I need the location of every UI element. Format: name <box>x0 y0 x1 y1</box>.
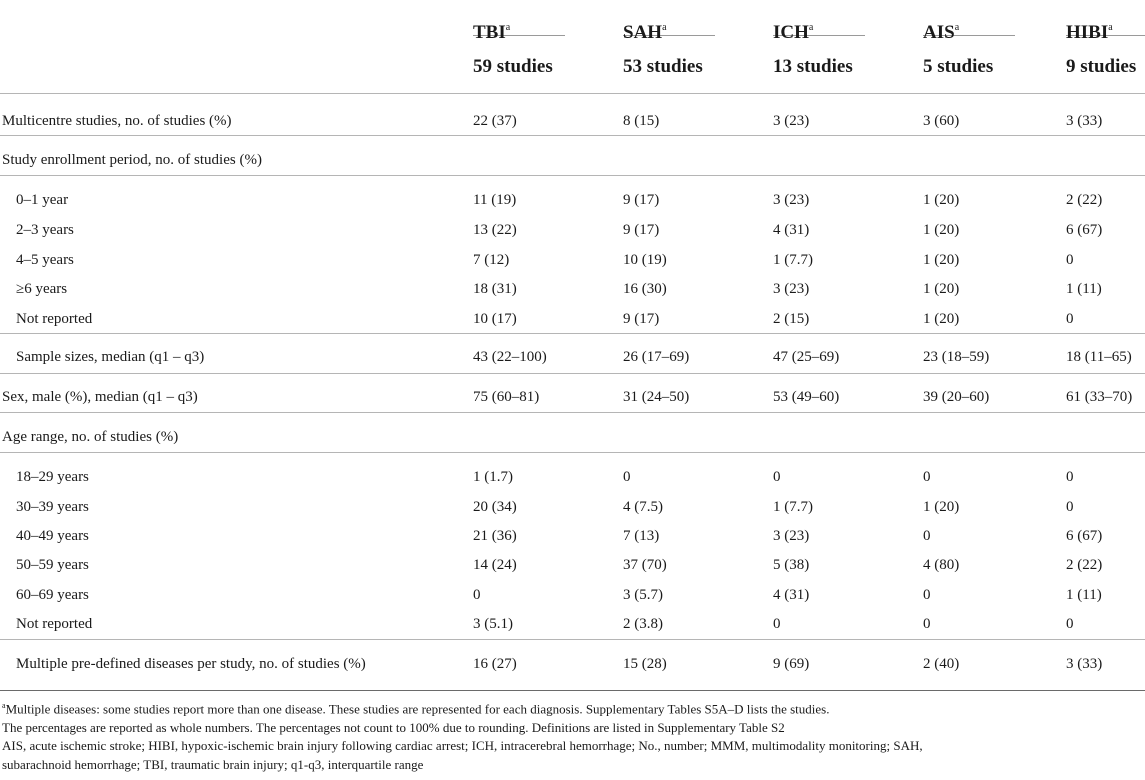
cell-sah: 16 (30) <box>623 281 667 297</box>
row-divider <box>0 135 1145 136</box>
cell-hibi: 3 (33) <box>1066 113 1103 129</box>
cell-ich: 9 (69) <box>773 656 810 672</box>
table-row <box>0 550 1145 580</box>
column-header-ich: ICH$^a$ <box>773 21 814 43</box>
table-row <box>0 382 1145 412</box>
table-row <box>0 185 1145 215</box>
column-header-sah: SAH$^a$ <box>623 21 667 43</box>
cell-tbi: 13 (22) <box>473 222 517 238</box>
column-header-tbi: TBI$^a$ <box>473 21 511 43</box>
cell-ais: 3 (60) <box>923 113 960 129</box>
cell-sah: 10 (19) <box>623 252 667 268</box>
cell-ais: 0 <box>923 616 931 632</box>
row-label: 50–59 years <box>16 557 89 573</box>
cell-ich: 3 (23) <box>773 192 810 208</box>
cell-ais: 2 (40) <box>923 656 960 672</box>
row-divider <box>0 333 1145 334</box>
cell-ich: 0 <box>773 616 781 632</box>
cell-sah: 9 (17) <box>623 222 660 238</box>
cell-sah: 9 (17) <box>623 192 660 208</box>
cell-sah: 31 (24–50) <box>623 389 690 405</box>
cell-hibi: 0 <box>1066 311 1074 327</box>
cell-hibi: 2 (22) <box>1066 192 1103 208</box>
cell-ich: 2 (15) <box>773 311 810 327</box>
section-label: Study enrollment period, no. of studies (%) <box>2 152 262 168</box>
row-label: ≥6 years <box>16 281 68 297</box>
cell-tbi: 11 (19) <box>473 192 517 208</box>
row-label: Sample sizes, median (q1 – q3) <box>16 349 205 365</box>
footnote-line: AIS, acute ischemic stroke; HIBI, hypoxic-ischemic brain injury following cardiac arrest; ICH, intracerebral hemorrhage; No., number; MMM, multimodality monitoring; SAH, <box>2 738 923 754</box>
footnote-line: The percentages are reported as whole numbers. The percentages not count to 100% due to rounding. Definitions are listed in Supplementary Table S2 <box>2 719 785 735</box>
cell-ich: 1 (7.7) <box>773 499 813 515</box>
cell-hibi: 0 <box>1066 499 1074 515</box>
table-row <box>0 492 1145 522</box>
row-label: Multiple pre-defined diseases per study, no. of studies (%) <box>16 656 366 672</box>
column-header-hibi: HIBI$^a$ <box>1066 21 1113 43</box>
cell-ich: 3 (23) <box>773 113 810 129</box>
cell-ich: 53 (49–60) <box>773 389 840 405</box>
study-count: 5 studies <box>923 56 994 77</box>
cell-tbi: 3 (5.1) <box>473 616 513 632</box>
table-row <box>0 274 1145 304</box>
row-label: Not reported <box>16 311 93 327</box>
table-row <box>0 106 1145 136</box>
cell-sah: 8 (15) <box>623 113 660 129</box>
table-row <box>0 245 1145 275</box>
table-header <box>0 0 1145 94</box>
cell-sah: 37 (70) <box>623 557 667 573</box>
cell-hibi: 6 (67) <box>1066 222 1103 238</box>
cell-ais: 23 (18–59) <box>923 349 990 365</box>
cell-ais: 1 (20) <box>923 499 960 515</box>
cell-ais: 0 <box>923 587 931 603</box>
study-count: 59 studies <box>473 56 553 77</box>
row-label: Multicentre studies, no. of studies (%) <box>2 113 232 129</box>
cell-hibi: 61 (33–70) <box>1066 389 1133 405</box>
cell-tbi: 16 (27) <box>473 656 517 672</box>
row-label: Sex, male (%), median (q1 – q3) <box>2 389 198 405</box>
cell-tbi: 14 (24) <box>473 557 517 573</box>
cell-tbi: 21 (36) <box>473 528 517 544</box>
section-label: Age range, no. of studies (%) <box>2 429 179 445</box>
table-row <box>0 462 1145 492</box>
cell-tbi: 20 (34) <box>473 499 517 515</box>
cell-ich: 3 (23) <box>773 281 810 297</box>
row-label: 2–3 years <box>16 222 74 238</box>
cell-tbi: 43 (22–100) <box>473 349 547 365</box>
cell-ich: 47 (25–69) <box>773 349 840 365</box>
cell-tbi: 75 (60–81) <box>473 389 540 405</box>
cell-hibi: 6 (67) <box>1066 528 1103 544</box>
cell-sah: 7 (13) <box>623 528 660 544</box>
row-label: Not reported <box>16 616 93 632</box>
table-row <box>0 609 1145 639</box>
cell-sah: 3 (5.7) <box>623 587 663 603</box>
section-row <box>0 422 1145 452</box>
table-bottom-rule <box>0 690 1145 691</box>
header-divider <box>0 93 1145 94</box>
cell-ais: 39 (20–60) <box>923 389 990 405</box>
cell-ais: 1 (20) <box>923 252 960 268</box>
cell-ais: 1 (20) <box>923 192 960 208</box>
row-label: 60–69 years <box>16 587 89 603</box>
row-divider <box>0 175 1145 176</box>
cell-ais: 1 (20) <box>923 311 960 327</box>
cell-ais: 1 (20) <box>923 222 960 238</box>
study-count: 9 studies <box>1066 56 1137 77</box>
table-footnotes <box>2 697 1142 774</box>
row-divider <box>0 412 1145 413</box>
row-label: 30–39 years <box>16 499 89 515</box>
cell-tbi: 10 (17) <box>473 311 517 327</box>
cell-ich: 5 (38) <box>773 557 810 573</box>
cell-ich: 4 (31) <box>773 222 810 238</box>
section-row <box>0 145 1145 175</box>
cell-hibi: 2 (22) <box>1066 557 1103 573</box>
cell-sah: 15 (28) <box>623 656 667 672</box>
row-divider <box>0 452 1145 453</box>
column-header-ais: AIS$^a$ <box>923 21 960 43</box>
cell-ais: 1 (20) <box>923 281 960 297</box>
cell-sah: 26 (17–69) <box>623 349 690 365</box>
footnote-line: subarachnoid hemorrhage; TBI, traumatic brain injury; q1-q3, interquartile range <box>2 756 424 772</box>
cell-ich: 4 (31) <box>773 587 810 603</box>
table-row <box>0 342 1145 372</box>
cell-sah: 4 (7.5) <box>623 499 663 515</box>
cell-tbi: 22 (37) <box>473 113 517 129</box>
row-label: 40–49 years <box>16 528 89 544</box>
cell-ich: 3 (23) <box>773 528 810 544</box>
row-divider <box>0 373 1145 374</box>
footnote-line: $^a$Multiple diseases: some studies report more than one disease. These studies are represented for each diagnosis. Supplementary Tables S5A–D lists the studies. <box>2 701 830 717</box>
cell-hibi: 3 (33) <box>1066 656 1103 672</box>
cell-ich: 0 <box>773 469 781 485</box>
cell-ich: 1 (7.7) <box>773 252 813 268</box>
cell-ais: 0 <box>923 469 931 485</box>
cell-hibi: 1 (11) <box>1066 281 1102 297</box>
cell-tbi: 0 <box>473 587 481 603</box>
cell-sah: 9 (17) <box>623 311 660 327</box>
cell-tbi: 7 (12) <box>473 252 510 268</box>
cell-hibi: 0 <box>1066 616 1074 632</box>
study-count: 13 studies <box>773 56 853 77</box>
table-row <box>0 215 1145 245</box>
table-row <box>0 304 1145 334</box>
cell-sah: 2 (3.8) <box>623 616 663 632</box>
table-row <box>0 521 1145 551</box>
cell-tbi: 1 (1.7) <box>473 469 513 485</box>
table-row <box>0 580 1145 610</box>
row-label: 4–5 years <box>16 252 74 268</box>
cell-ais: 4 (80) <box>923 557 960 573</box>
cell-ais: 0 <box>923 528 931 544</box>
row-label: 0–1 year <box>16 192 69 208</box>
cell-hibi: 1 (11) <box>1066 587 1102 603</box>
cell-hibi: 18 (11–65) <box>1066 349 1132 365</box>
row-divider <box>0 639 1145 640</box>
cell-tbi: 18 (31) <box>473 281 517 297</box>
cell-hibi: 0 <box>1066 252 1074 268</box>
table-row <box>0 649 1145 679</box>
cell-hibi: 0 <box>1066 469 1074 485</box>
row-label: 18–29 years <box>16 469 89 485</box>
study-count: 53 studies <box>623 56 703 77</box>
cell-sah: 0 <box>623 469 631 485</box>
